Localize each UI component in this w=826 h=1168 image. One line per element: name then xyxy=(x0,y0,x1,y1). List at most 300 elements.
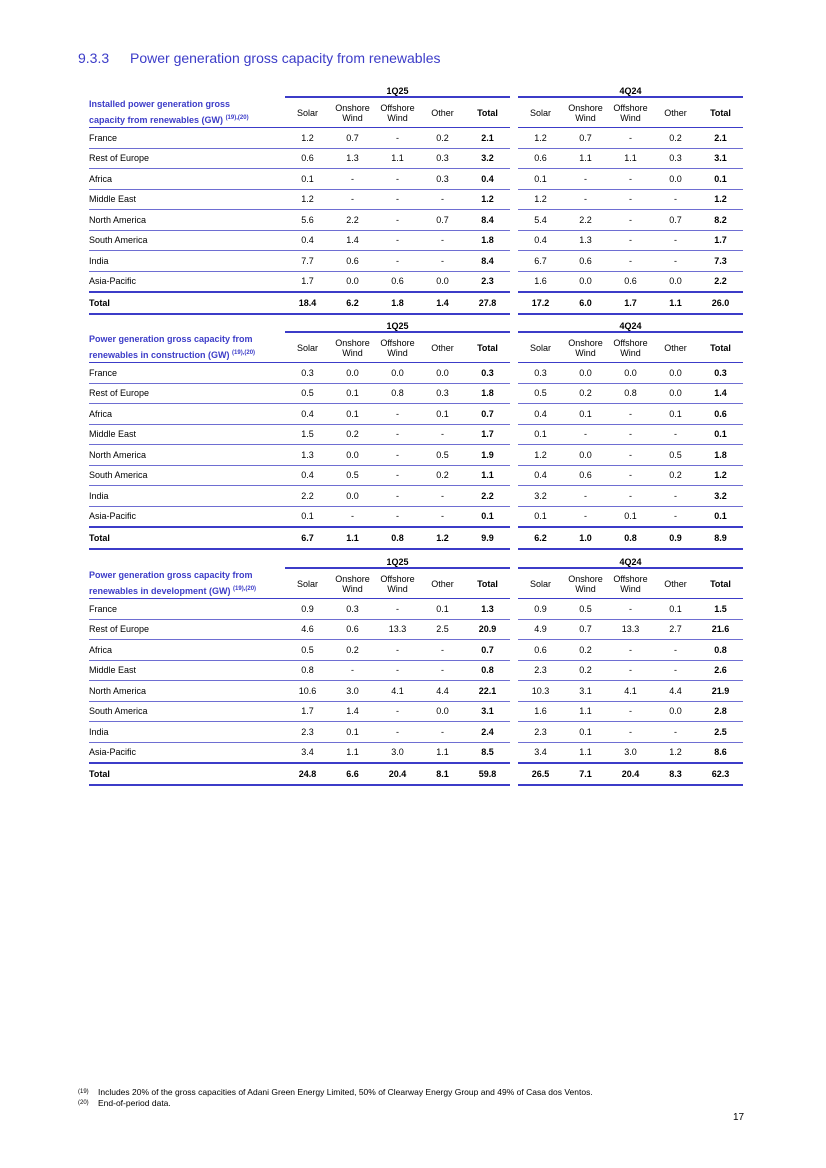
cell-other: 0.1 xyxy=(420,599,465,620)
cell-solar: 0.9 xyxy=(285,599,330,620)
cell-offshore: - xyxy=(375,465,420,486)
col-solar: Solar xyxy=(518,568,563,599)
cell-total: 8.4 xyxy=(465,251,510,272)
cell-solar: 1.3 xyxy=(285,445,330,466)
cell-solar: 0.4 xyxy=(518,465,563,486)
cell-solar: 0.8 xyxy=(285,660,330,681)
cell-onshore: 0.6 xyxy=(330,251,375,272)
cell-total: 1.7 xyxy=(698,230,743,251)
cell-other: 0.1 xyxy=(653,599,698,620)
cell-other: 0.7 xyxy=(420,210,465,231)
cell-total: 2.1 xyxy=(698,128,743,149)
cell-onshore: 1.0 xyxy=(563,527,608,549)
cell-onshore: 0.6 xyxy=(330,619,375,640)
cell-offshore: - xyxy=(375,506,420,527)
cell-onshore: - xyxy=(563,169,608,190)
table-row xyxy=(89,619,743,640)
data-table xyxy=(89,82,743,315)
table-row xyxy=(89,292,743,314)
cell-other: 0.7 xyxy=(653,210,698,231)
cell-total: 22.1 xyxy=(465,681,510,702)
cell-onshore: 0.5 xyxy=(563,599,608,620)
cell-onshore: 1.4 xyxy=(330,701,375,722)
cell-total: 2.1 xyxy=(465,128,510,149)
col-offshore-wind: Offshore Wind xyxy=(608,568,653,599)
cell-other: 4.4 xyxy=(420,681,465,702)
col-total: Total xyxy=(465,97,510,128)
cell-other: 0.3 xyxy=(653,148,698,169)
cell-onshore: 0.5 xyxy=(330,465,375,486)
row-label: Middle East xyxy=(89,189,285,210)
cell-solar: 3.2 xyxy=(518,486,563,507)
cell-onshore: 6.0 xyxy=(563,292,608,314)
cell-solar: 17.2 xyxy=(518,292,563,314)
section-number: 9.3.3 xyxy=(78,50,110,66)
cell-total: 2.4 xyxy=(465,722,510,743)
cell-total: 27.8 xyxy=(465,292,510,314)
col-other: Other xyxy=(653,97,698,128)
cell-offshore: 0.8 xyxy=(608,383,653,404)
cell-offshore: - xyxy=(375,722,420,743)
table-title: Power generation gross capacity from renewables in development (GW) $^{(19),(20)}$ xyxy=(89,568,285,599)
cell-solar: 1.2 xyxy=(518,189,563,210)
col-total: Total xyxy=(698,332,743,363)
cell-offshore: 3.0 xyxy=(375,742,420,763)
cell-total: 2.2 xyxy=(465,486,510,507)
row-label: Asia-Pacific xyxy=(89,271,285,292)
cell-total: 1.1 xyxy=(465,465,510,486)
cell-solar: 2.2 xyxy=(285,486,330,507)
cell-other: 0.0 xyxy=(653,169,698,190)
col-other: Other xyxy=(653,332,698,363)
table-row xyxy=(89,527,743,549)
col-onshore-wind: Onshore Wind xyxy=(330,97,375,128)
cell-onshore: 0.6 xyxy=(563,251,608,272)
cell-solar: 0.4 xyxy=(285,404,330,425)
cell-offshore: - xyxy=(608,210,653,231)
data-table xyxy=(89,553,743,786)
cell-total: 3.1 xyxy=(465,701,510,722)
cell-onshore: 0.2 xyxy=(563,660,608,681)
table-row xyxy=(89,599,743,620)
table-title: Installed power generation gross capacity from renewables (GW) $^{(19),(20)}$ xyxy=(89,97,285,128)
cell-total: 0.3 xyxy=(698,363,743,384)
cell-other: 1.1 xyxy=(653,292,698,314)
cell-offshore: - xyxy=(375,169,420,190)
table-title: Power generation gross capacity from renewables in construction (GW) $^{(19),(20)}$ xyxy=(89,332,285,363)
row-label: Total xyxy=(89,763,285,785)
cell-offshore: - xyxy=(608,445,653,466)
cell-solar: 0.5 xyxy=(285,383,330,404)
cell-offshore: - xyxy=(375,251,420,272)
cell-other: 0.2 xyxy=(420,128,465,149)
cell-solar: 2.3 xyxy=(518,660,563,681)
cell-other: 0.3 xyxy=(420,148,465,169)
cell-solar: 6.7 xyxy=(285,527,330,549)
cell-solar: 10.3 xyxy=(518,681,563,702)
cell-onshore: 0.7 xyxy=(563,619,608,640)
row-label: India xyxy=(89,486,285,507)
cell-onshore: 3.1 xyxy=(563,681,608,702)
cell-onshore: - xyxy=(330,169,375,190)
cell-offshore: 0.8 xyxy=(375,383,420,404)
cell-other: - xyxy=(420,722,465,743)
col-solar: Solar xyxy=(518,332,563,363)
table-row xyxy=(89,169,743,190)
cell-total: 8.2 xyxy=(698,210,743,231)
cell-offshore: - xyxy=(608,599,653,620)
cell-onshore: 7.1 xyxy=(563,763,608,785)
cell-total: 8.5 xyxy=(465,742,510,763)
table-row xyxy=(89,148,743,169)
cell-solar: 1.7 xyxy=(285,271,330,292)
cell-onshore: - xyxy=(330,660,375,681)
footnotes xyxy=(78,1087,593,1109)
table-development xyxy=(89,553,736,786)
cell-onshore: 1.1 xyxy=(563,742,608,763)
cell-offshore: 1.7 xyxy=(608,292,653,314)
row-label: South America xyxy=(89,465,285,486)
cell-total: 1.2 xyxy=(698,465,743,486)
period-header: 4Q24 xyxy=(518,553,743,568)
col-other: Other xyxy=(420,97,465,128)
cell-solar: 0.1 xyxy=(518,424,563,445)
cell-total: 1.2 xyxy=(698,189,743,210)
table-row xyxy=(89,251,743,272)
cell-total: 3.2 xyxy=(465,148,510,169)
row-label: Asia-Pacific xyxy=(89,742,285,763)
cell-solar: 1.6 xyxy=(518,271,563,292)
cell-solar: 0.1 xyxy=(285,506,330,527)
cell-solar: 0.4 xyxy=(518,230,563,251)
cell-offshore: - xyxy=(608,189,653,210)
cell-offshore: - xyxy=(375,486,420,507)
col-solar: Solar xyxy=(285,332,330,363)
cell-offshore: - xyxy=(375,701,420,722)
cell-total: 8.9 xyxy=(698,527,743,549)
cell-offshore: 0.8 xyxy=(608,527,653,549)
cell-solar: 10.6 xyxy=(285,681,330,702)
cell-offshore: - xyxy=(375,599,420,620)
cell-total: 0.4 xyxy=(465,169,510,190)
cell-offshore: - xyxy=(608,660,653,681)
cell-solar: 4.9 xyxy=(518,619,563,640)
cell-other: - xyxy=(420,660,465,681)
period-header: 1Q25 xyxy=(285,553,510,568)
cell-solar: 1.2 xyxy=(518,128,563,149)
row-label: North America xyxy=(89,445,285,466)
cell-other: - xyxy=(420,189,465,210)
col-onshore-wind: Onshore Wind xyxy=(563,568,608,599)
row-label: Africa xyxy=(89,404,285,425)
cell-other: 2.7 xyxy=(653,619,698,640)
cell-onshore: - xyxy=(563,506,608,527)
cell-onshore: 0.0 xyxy=(330,363,375,384)
cell-other: 8.1 xyxy=(420,763,465,785)
cell-other: 0.0 xyxy=(653,383,698,404)
cell-other: 0.0 xyxy=(420,363,465,384)
footnote xyxy=(78,1087,593,1098)
cell-onshore: 0.2 xyxy=(563,383,608,404)
cell-onshore: 6.6 xyxy=(330,763,375,785)
row-label: Middle East xyxy=(89,660,285,681)
cell-onshore: - xyxy=(330,506,375,527)
cell-onshore: 2.2 xyxy=(330,210,375,231)
cell-solar: 0.6 xyxy=(518,148,563,169)
cell-onshore: 6.2 xyxy=(330,292,375,314)
cell-offshore: 0.6 xyxy=(375,271,420,292)
cell-onshore: 1.1 xyxy=(563,701,608,722)
cell-total: 21.9 xyxy=(698,681,743,702)
cell-offshore: - xyxy=(608,486,653,507)
col-solar: Solar xyxy=(285,97,330,128)
cell-offshore: - xyxy=(375,445,420,466)
cell-offshore: 20.4 xyxy=(608,763,653,785)
cell-other: 0.1 xyxy=(420,404,465,425)
cell-offshore: - xyxy=(608,230,653,251)
table-row xyxy=(89,660,743,681)
cell-total: 0.7 xyxy=(465,404,510,425)
cell-total: 2.2 xyxy=(698,271,743,292)
cell-offshore: - xyxy=(608,465,653,486)
cell-other: 0.1 xyxy=(653,404,698,425)
cell-other: 0.2 xyxy=(653,128,698,149)
col-other: Other xyxy=(653,568,698,599)
cell-total: 0.1 xyxy=(698,424,743,445)
cell-offshore: 0.1 xyxy=(608,506,653,527)
footnote xyxy=(78,1098,593,1109)
cell-offshore: - xyxy=(608,722,653,743)
table-row xyxy=(89,681,743,702)
cell-total: 1.5 xyxy=(698,599,743,620)
cell-offshore: 3.0 xyxy=(608,742,653,763)
cell-offshore: 1.1 xyxy=(608,148,653,169)
cell-other: 0.9 xyxy=(653,527,698,549)
cell-onshore: 0.2 xyxy=(330,424,375,445)
cell-offshore: 0.8 xyxy=(375,527,420,549)
col-solar: Solar xyxy=(518,97,563,128)
cell-solar: 1.5 xyxy=(285,424,330,445)
col-total: Total xyxy=(698,568,743,599)
cell-total: 26.0 xyxy=(698,292,743,314)
table-row xyxy=(89,722,743,743)
cell-total: 20.9 xyxy=(465,619,510,640)
cell-total: 2.5 xyxy=(698,722,743,743)
cell-onshore: 0.1 xyxy=(563,722,608,743)
cell-total: 0.8 xyxy=(465,660,510,681)
cell-total: 3.1 xyxy=(698,148,743,169)
row-label: France xyxy=(89,363,285,384)
cell-onshore: 0.0 xyxy=(330,486,375,507)
cell-total: 7.3 xyxy=(698,251,743,272)
cell-onshore: 1.3 xyxy=(563,230,608,251)
cell-other: 0.3 xyxy=(420,383,465,404)
cell-onshore: 0.0 xyxy=(563,363,608,384)
cell-offshore: - xyxy=(608,640,653,661)
cell-other: - xyxy=(420,424,465,445)
cell-offshore: 0.0 xyxy=(375,363,420,384)
cell-offshore: - xyxy=(608,701,653,722)
cell-onshore: 0.2 xyxy=(330,640,375,661)
footnote-mark: (20) xyxy=(78,1100,89,1106)
cell-offshore: - xyxy=(608,424,653,445)
cell-other: 0.0 xyxy=(653,363,698,384)
col-total: Total xyxy=(465,568,510,599)
row-label: Total xyxy=(89,527,285,549)
cell-other: - xyxy=(420,251,465,272)
cell-onshore: 0.0 xyxy=(330,271,375,292)
table-row xyxy=(89,383,743,404)
cell-offshore: 4.1 xyxy=(608,681,653,702)
cell-other: 0.2 xyxy=(653,465,698,486)
cell-offshore: - xyxy=(608,251,653,272)
cell-solar: 24.8 xyxy=(285,763,330,785)
cell-offshore: - xyxy=(375,210,420,231)
cell-other: 4.4 xyxy=(653,681,698,702)
cell-total: 0.1 xyxy=(465,506,510,527)
cell-onshore: 0.1 xyxy=(330,404,375,425)
cell-onshore: - xyxy=(563,486,608,507)
row-label: North America xyxy=(89,681,285,702)
cell-total: 0.1 xyxy=(698,169,743,190)
cell-solar: 4.6 xyxy=(285,619,330,640)
col-offshore-wind: Offshore Wind xyxy=(375,97,420,128)
cell-solar: 7.7 xyxy=(285,251,330,272)
cell-other: - xyxy=(653,251,698,272)
cell-onshore: 0.1 xyxy=(330,722,375,743)
footnote-mark: (19) xyxy=(78,1089,89,1095)
cell-offshore: 0.6 xyxy=(608,271,653,292)
table-row xyxy=(89,210,743,231)
cell-offshore: - xyxy=(375,230,420,251)
col-other: Other xyxy=(420,332,465,363)
cell-solar: 18.4 xyxy=(285,292,330,314)
cell-other: 1.1 xyxy=(420,742,465,763)
row-label: France xyxy=(89,128,285,149)
row-label: South America xyxy=(89,701,285,722)
table-row xyxy=(89,701,743,722)
cell-total: 1.2 xyxy=(465,189,510,210)
cell-total: 8.6 xyxy=(698,742,743,763)
table-row xyxy=(89,742,743,763)
cell-total: 1.3 xyxy=(465,599,510,620)
cell-other: - xyxy=(653,230,698,251)
cell-offshore: - xyxy=(375,128,420,149)
cell-total: 0.8 xyxy=(698,640,743,661)
cell-total: 0.7 xyxy=(465,640,510,661)
row-label: India xyxy=(89,251,285,272)
cell-onshore: 0.2 xyxy=(563,640,608,661)
row-label: Asia-Pacific xyxy=(89,506,285,527)
cell-solar: 1.7 xyxy=(285,701,330,722)
cell-other: 0.5 xyxy=(420,445,465,466)
cell-onshore: 1.4 xyxy=(330,230,375,251)
col-onshore-wind: Onshore Wind xyxy=(330,332,375,363)
cell-offshore: 20.4 xyxy=(375,763,420,785)
cell-onshore: 0.7 xyxy=(330,128,375,149)
row-label: North America xyxy=(89,210,285,231)
cell-other: - xyxy=(653,189,698,210)
cell-solar: 0.3 xyxy=(285,363,330,384)
col-other: Other xyxy=(420,568,465,599)
col-offshore-wind: Offshore Wind xyxy=(608,97,653,128)
cell-other: - xyxy=(653,640,698,661)
cell-onshore: 3.0 xyxy=(330,681,375,702)
table-row xyxy=(89,486,743,507)
row-label: India xyxy=(89,722,285,743)
cell-onshore: 0.1 xyxy=(330,383,375,404)
col-offshore-wind: Offshore Wind xyxy=(608,332,653,363)
cell-offshore: 4.1 xyxy=(375,681,420,702)
cell-other: 1.2 xyxy=(420,527,465,549)
cell-onshore: - xyxy=(330,189,375,210)
cell-offshore: 1.1 xyxy=(375,148,420,169)
cell-onshore: 1.1 xyxy=(563,148,608,169)
cell-solar: 0.4 xyxy=(518,404,563,425)
period-header: 4Q24 xyxy=(518,317,743,332)
cell-total: 1.7 xyxy=(465,424,510,445)
cell-offshore: - xyxy=(375,660,420,681)
cell-onshore: 0.6 xyxy=(563,465,608,486)
cell-onshore: - xyxy=(563,189,608,210)
cell-other: 0.0 xyxy=(420,701,465,722)
cell-solar: 6.2 xyxy=(518,527,563,549)
col-solar: Solar xyxy=(285,568,330,599)
cell-offshore: - xyxy=(608,128,653,149)
table-row xyxy=(89,465,743,486)
cell-other: 0.0 xyxy=(653,271,698,292)
row-label: France xyxy=(89,599,285,620)
cell-solar: 1.2 xyxy=(285,189,330,210)
cell-solar: 3.4 xyxy=(518,742,563,763)
cell-onshore: 0.0 xyxy=(563,445,608,466)
table-row xyxy=(89,189,743,210)
table-row xyxy=(89,640,743,661)
cell-onshore: 0.1 xyxy=(563,404,608,425)
row-label: Rest of Europe xyxy=(89,619,285,640)
cell-solar: 0.1 xyxy=(518,169,563,190)
table-row xyxy=(89,128,743,149)
table-row xyxy=(89,506,743,527)
cell-total: 59.8 xyxy=(465,763,510,785)
cell-other: 0.3 xyxy=(420,169,465,190)
cell-total: 21.6 xyxy=(698,619,743,640)
cell-solar: 1.2 xyxy=(518,445,563,466)
row-label: Middle East xyxy=(89,424,285,445)
col-total: Total xyxy=(465,332,510,363)
cell-other: - xyxy=(420,506,465,527)
cell-other: 1.2 xyxy=(653,742,698,763)
cell-solar: 0.5 xyxy=(518,383,563,404)
cell-other: - xyxy=(420,486,465,507)
table-row xyxy=(89,230,743,251)
cell-solar: 0.4 xyxy=(285,465,330,486)
cell-solar: 0.5 xyxy=(285,640,330,661)
row-label: Total xyxy=(89,292,285,314)
col-offshore-wind: Offshore Wind xyxy=(375,332,420,363)
section-title xyxy=(78,50,441,66)
cell-onshore: 0.0 xyxy=(563,271,608,292)
page-number: 17 xyxy=(733,1112,745,1123)
cell-onshore: 0.0 xyxy=(330,445,375,466)
row-label: Africa xyxy=(89,169,285,190)
cell-offshore: - xyxy=(375,424,420,445)
row-label: Rest of Europe xyxy=(89,383,285,404)
cell-offshore: - xyxy=(608,169,653,190)
cell-onshore: 2.2 xyxy=(563,210,608,231)
cell-solar: 0.1 xyxy=(518,506,563,527)
cell-onshore: 1.3 xyxy=(330,148,375,169)
